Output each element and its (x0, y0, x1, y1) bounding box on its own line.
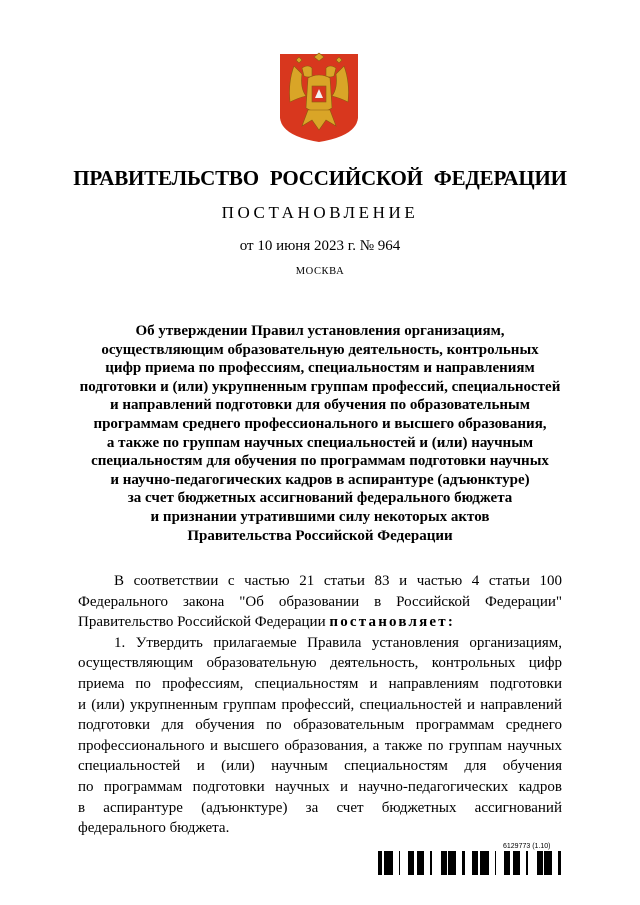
item-line: приема по профессиям, специальностям и направлениям подготовки (78, 675, 562, 692)
item-line: 1. Утвердить прилагаемые Правила установления организациям, (114, 634, 562, 651)
title-line: а также по группам научных специальностей и (или) научным (106, 434, 534, 451)
item-line: и (или) укрупненным группам профессий, специальностей и направлений (78, 696, 562, 713)
government-name: ПРАВИТЕЛЬСТВО РОССИЙСКОЙ ФЕДЕРАЦИИ (73, 166, 567, 190)
document-body (78, 571, 562, 839)
document-type: ПОСТАНОВЛЕНИЕ (221, 203, 419, 222)
barcode-icon (378, 851, 562, 875)
title-line: Правительства Российской Федерации (187, 527, 453, 544)
document-serial: 6129773 (1.10) (503, 843, 551, 850)
title-line: цифр приема по профессиям, специальностям и направлениям (105, 360, 535, 377)
date-and-number: от 10 июня 2023 г. № 964 (239, 238, 401, 254)
preamble-line (78, 612, 562, 633)
title-line: за счет бюджетных ассигнований федерального бюджета (127, 490, 513, 507)
title-line: и научно-педагогических кадров в аспирантуре (адъюнктуре) (110, 471, 530, 488)
title-line: Об утверждении Правил установления организациям, (135, 323, 505, 339)
item-line: в аспирантуре (адъюнктуре) за счет бюджетных ассигнований (78, 799, 562, 816)
title-line: специальностям для обучения по программам подготовки научных (91, 453, 549, 470)
item-line: федерального бюджета. (78, 820, 230, 837)
title-line: и признании утратившими силу некоторых актов (150, 508, 490, 525)
title-line: осуществляющим образовательную деятельность, контрольных (101, 341, 539, 358)
coat-of-arms-emblem (278, 52, 360, 144)
resolution-title (70, 322, 570, 545)
item-line: специальностей и (или) научным специальностям для обучения (78, 758, 562, 775)
preamble-line: Федерального закона "Об образовании в Российской Федерации" (78, 593, 562, 610)
city: МОСКВА (295, 266, 345, 277)
item-line: осуществляющим образовательную деятельность, контрольных цифр (78, 655, 562, 672)
title-line: и направлений подготовки для обучения по образовательным (110, 397, 530, 414)
preamble-line: В соответствии с частью 21 статьи 83 и частью 4 статьи 100 (114, 573, 562, 589)
title-line: программам среднего профессионального и высшего образования, (93, 415, 547, 432)
title-line: подготовки и (или) укрупненным группам профессий, специальностей (79, 378, 561, 395)
item-line: подготовки для обучения по образовательным программам среднего (78, 717, 562, 734)
decree-word: постановляет: (329, 614, 456, 631)
preamble-government: Правительство Российской Федерации (78, 614, 326, 631)
item-line: по программам подготовки научных и научно-педагогических кадров (78, 778, 562, 795)
item-line: профессионального и высшего образования, а также по группам научных (78, 737, 562, 754)
